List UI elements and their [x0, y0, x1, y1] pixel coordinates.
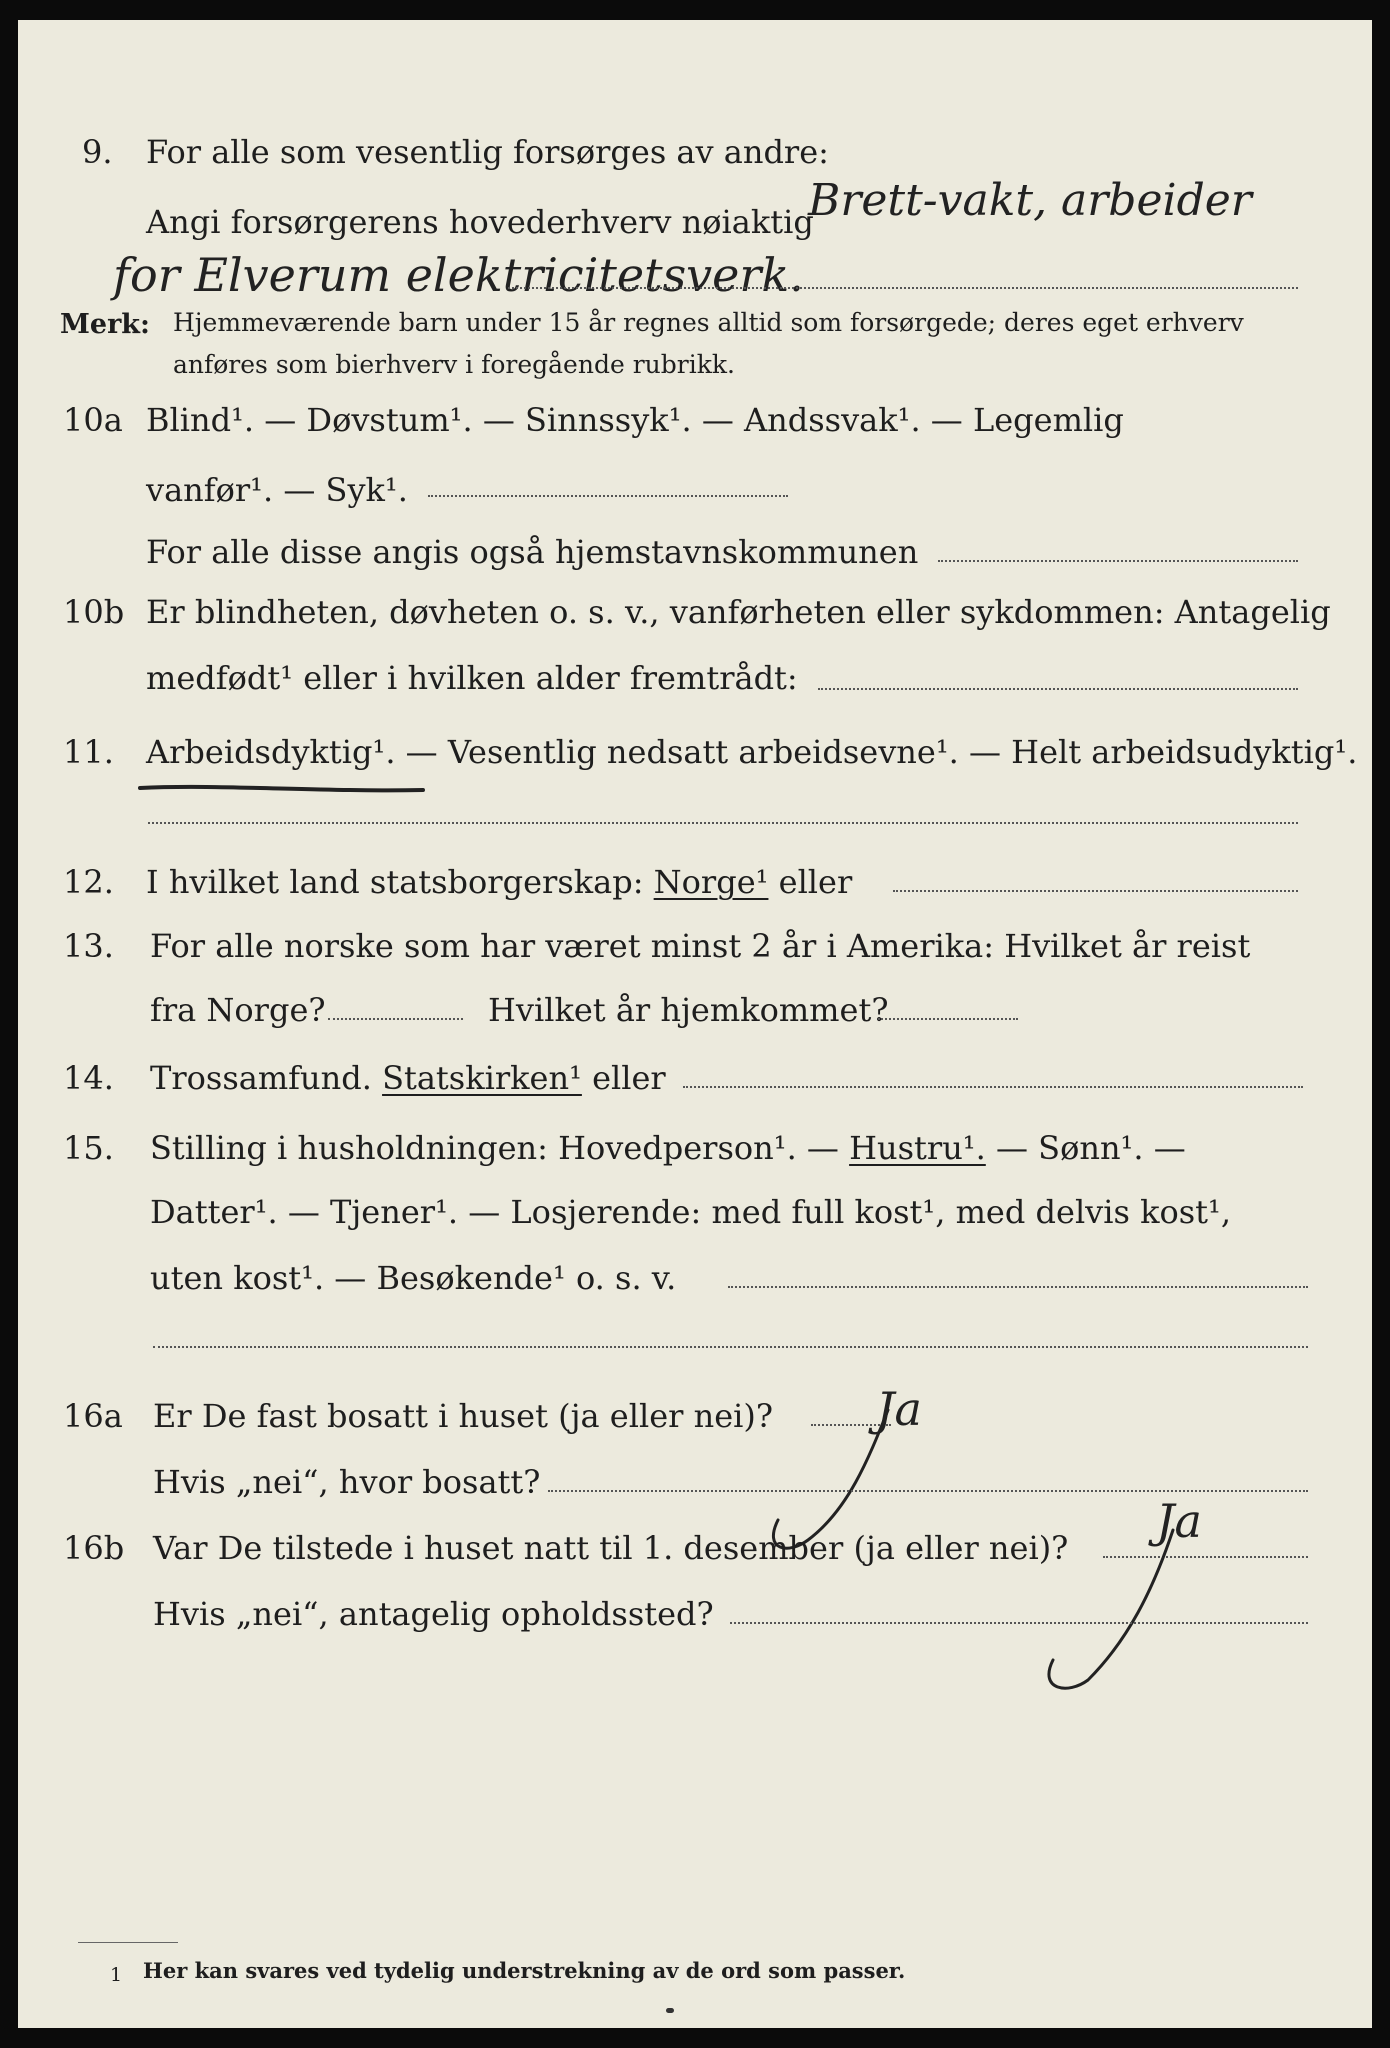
q16b-number: 16b — [63, 1529, 125, 1567]
q10b-line1: Er blindheten, døvheten o. s. v., vanførheten eller sykdommen: Antagelig — [146, 593, 1331, 631]
q15-line1-question: Stilling i husholdningen: Hovedperson¹. — — [150, 1129, 850, 1167]
q16b-line2: Hvis „nei“, antagelig opholdssted? — [153, 1595, 714, 1633]
q15-line2: Datter¹. — Tjener¹. — Losjerende: med full kost¹, med delvis kost¹, — [150, 1193, 1232, 1231]
q16a-line1: Er De fast bosatt i huset (ja eller nei)? — [153, 1397, 774, 1435]
q16a-bosatt-line — [548, 1490, 1308, 1492]
q16b-line1: Var De tilstede i huset natt til 1. desember (ja eller nei)? — [153, 1529, 1069, 1567]
q14-question: Trossamfund. — [150, 1059, 383, 1097]
q16b-handwritten-answer: Ja — [1156, 1494, 1202, 1548]
q12-answer-line — [893, 890, 1298, 892]
q10a-line2: vanfør¹. — Syk¹. — [146, 471, 408, 509]
q16b-handwritten-flourish — [1008, 1520, 1188, 1700]
q15-answer-line — [728, 1286, 1308, 1288]
q16b-opholdssted-line — [730, 1622, 1308, 1624]
q13-reist-line — [328, 1018, 463, 1020]
footnote-mark: 1 — [110, 1964, 123, 1986]
q16a-handwritten-answer: Ja — [876, 1382, 922, 1436]
q15-extra-line — [153, 1346, 1308, 1348]
q12-eller: eller — [768, 863, 853, 901]
q16a-line2: Hvis „nei“, hvor bosatt? — [153, 1463, 541, 1501]
q11-answer-line — [148, 822, 1298, 824]
q9-handwritten-answer-2: for Elverum elektricitetsverk. — [113, 248, 804, 302]
q9-answer-line — [508, 287, 1298, 289]
q13-number: 13. — [63, 927, 114, 965]
q13-line1: For alle norske som har været minst 2 år i Amerika: Hvilket år reist — [150, 927, 1251, 965]
footnote-rule — [78, 1942, 178, 1943]
q11-line — [146, 732, 1357, 772]
q10a-syk-line — [428, 495, 788, 497]
q15-number: 15. — [63, 1129, 114, 1167]
q9-line2: Angi forsørgerens hovederhverv nøiaktig — [146, 203, 814, 241]
q10b-number: 10b — [63, 593, 125, 631]
q14-number: 14. — [63, 1059, 114, 1097]
q9-number: 9. — [82, 133, 113, 171]
q10b-answer-line — [818, 688, 1298, 690]
q10a-number: 10a — [63, 401, 123, 439]
census-form-page — [18, 20, 1372, 2028]
q15-line3: uten kost¹. — Besøkende¹ o. s. v. — [150, 1259, 677, 1297]
q10a-hjemstavn-line — [938, 560, 1298, 562]
q11-other-options: — Vesentlig nedsatt arbeidsevne¹. — Helt arbeidsudyktig¹. — [395, 733, 1358, 771]
q14-choice-statskirken: Statskirken¹ — [382, 1059, 582, 1097]
merk-line1: Hjemmeværende barn under 15 år regnes alltid som forsørgede; deres eget erhverv — [173, 308, 1244, 337]
q15-line1 — [150, 1128, 1186, 1168]
q13-line2a: fra Norge? — [150, 991, 326, 1029]
q12-question: I hvilket land statsborgerskap: — [146, 863, 654, 901]
q9-handwritten-answer-1: Brett-vakt, arbeider — [808, 175, 1252, 226]
q13-line2b: Hvilket år hjemkommet? — [488, 991, 889, 1029]
merk-line2: anføres som bierhverv i foregående rubrikk. — [173, 350, 735, 379]
q15-line1-sonn: — Sønn¹. — — [985, 1129, 1186, 1167]
footnote-text: Her kan svares ved tydelig understrekning av de ord som passer. — [143, 1958, 906, 1983]
q11-number: 11. — [63, 733, 114, 771]
q11-handwritten-underline — [138, 780, 428, 800]
bottom-mark — [666, 2008, 674, 2013]
q14-eller: eller — [581, 1059, 666, 1097]
q11-option-arbeidsdyktig: Arbeidsdyktig¹. — [146, 733, 396, 771]
q9-line1: For alle som vesentlig forsørges av andre: — [146, 133, 829, 171]
q12-line — [146, 862, 852, 902]
merk-label: Merk: — [60, 309, 150, 340]
q13-hjemkommet-line — [878, 1018, 1018, 1020]
q10a-line1: Blind¹. — Døvstum¹. — Sinnssyk¹. — Andssvak¹. — Legemlig — [146, 401, 1124, 439]
q10a-line3: For alle disse angis også hjemstavnskommunen — [146, 533, 919, 571]
q15-choice-hustru: Hustru¹. — [849, 1129, 986, 1167]
q16a-number: 16a — [63, 1397, 123, 1435]
q12-number: 12. — [63, 863, 114, 901]
q14-line — [150, 1058, 666, 1098]
q14-answer-line — [683, 1086, 1303, 1088]
q10b-line2: medfødt¹ eller i hvilken alder fremtrådt: — [146, 659, 798, 697]
q12-choice-norge: Norge¹ — [653, 863, 769, 901]
